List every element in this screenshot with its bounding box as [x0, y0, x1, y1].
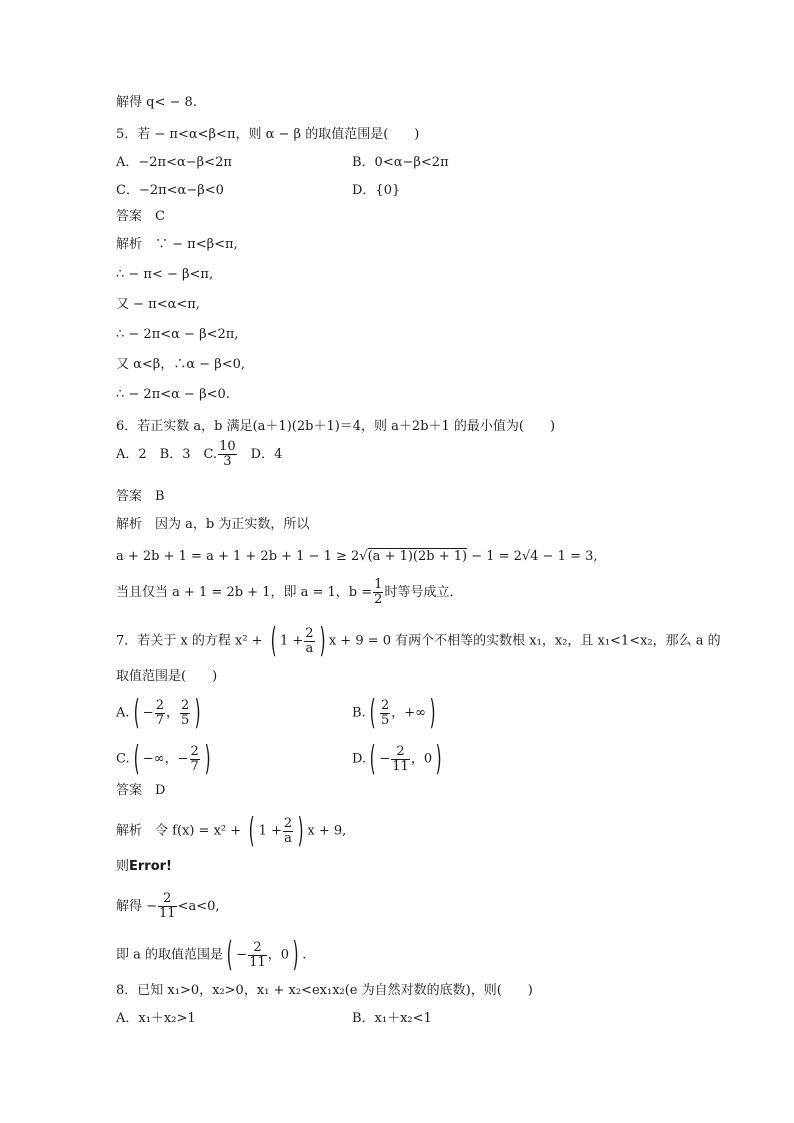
q7-option-b [352, 693, 439, 733]
q6-solution-2-tail: − 1 = 2√4 − 1 = 3, [467, 549, 598, 564]
q6-option-c-fraction [218, 440, 237, 469]
q7-stem [116, 621, 721, 661]
left-paren: ( [226, 935, 233, 975]
q7-solution-4-head: 即 a 的取值范围是 [116, 947, 224, 963]
q8-option-a: A．x₁＋x₂>1 [116, 1011, 196, 1026]
fraction-numerator: 2 [380, 697, 390, 713]
q7-solution-3-tail: <a<0, [177, 899, 220, 914]
right-paren: ) [435, 739, 442, 779]
q6-solution-2 [116, 548, 598, 566]
q8-option-b: B．x₁＋x₂<1 [352, 1011, 432, 1026]
q7-option-d-label: D. [352, 751, 367, 767]
fraction-denominator: 11 [392, 758, 409, 774]
q7-solution-4: 即 a 的取值范围是 ( − $\frac{2}{11}$ ，0 ) . [116, 935, 307, 975]
q6-solution-1: 解析 因为 a，b 为正实数，所以 [116, 517, 310, 532]
q7-option-a: A. ( − $\frac{2}{7}$ ， $\frac{2}{5}$ ) [116, 693, 201, 733]
q7-sol-frac [158, 892, 177, 921]
q5-solution-5: 又 α<β，∴α − β<0, [116, 357, 246, 372]
q7-solution-3-head: 解得 − [116, 899, 158, 914]
q7-answer: 答案 D [116, 783, 166, 798]
q6-solution-3-head: 当且仅当 a + 1 = 2b + 1，即 a = 1，b = [116, 585, 373, 600]
q6-stem: 6．若正实数 a，b 满足(a＋1)(2b＋1)＝4，则 a＋2b＋1 的最小值为( ) [116, 419, 556, 434]
q5-option-d: D．{0} [352, 183, 401, 198]
fraction-numerator: 2 [391, 745, 410, 760]
q7-solution-1-head: 解析 令 f(x) = x² + [116, 823, 242, 839]
q7-sol-one-plus: 1 + [258, 823, 282, 839]
prev-conclusion: 解得 q< − 8. [116, 95, 197, 110]
fraction-denominator: 11 [249, 954, 266, 970]
q7-stem-head: 7．若关于 x 的方程 x² + [116, 633, 263, 649]
fraction-denominator: 7 [190, 758, 199, 774]
fraction-numerator: 2 [283, 815, 293, 831]
fraction-numerator: 2 [181, 697, 190, 713]
left-paren: ( [369, 739, 376, 779]
q7-2-over-a [304, 627, 314, 656]
fraction-numerator: 2 [190, 743, 199, 759]
q7-solution-1-tail: x + 9, [307, 823, 347, 839]
fraction-denominator: a [305, 640, 314, 656]
right-paren: ) [319, 621, 326, 661]
q7-option-a-label: A. [116, 705, 130, 721]
q7-option-c-label: C. [116, 751, 130, 767]
q7-range-frac [248, 941, 267, 970]
fraction-denominator: 5 [380, 712, 390, 728]
right-paren: ) [429, 693, 436, 733]
q7-d-frac [391, 745, 410, 774]
fraction-numerator: 2 [248, 941, 267, 956]
q6-half-fraction [373, 578, 383, 607]
q7-option-b-tail: ，+∞ [391, 705, 426, 721]
q7-solution-4-period: . [302, 947, 307, 963]
q7-b-frac [380, 699, 390, 728]
q6-options [116, 440, 282, 469]
q5-solution-1: 解析 ∵ − π<β<π, [116, 237, 238, 252]
fraction-denominator: 5 [181, 712, 190, 728]
q5-answer: 答案 C [116, 209, 165, 224]
right-paren: ) [297, 811, 304, 851]
q6-options-ab: A．2 B．3 C. [116, 447, 218, 462]
q7-option-b-label: B. [352, 705, 366, 721]
q5-solution-3: 又 − π<α<π, [116, 297, 200, 312]
fraction-numerator: 10 [219, 439, 236, 454]
q7-one-plus: 1 + [279, 633, 304, 649]
q6-radicand: (a + 1)(2b + 1) [367, 549, 468, 564]
left-paren: ( [369, 693, 376, 733]
fraction-denominator: 7 [155, 712, 164, 728]
right-paren: ) [194, 693, 201, 733]
left-paren: ( [133, 693, 140, 733]
q6-solution-2-head: a + 2b + 1 = a + 1 + 2b + 1 − 1 ≥ 2√ [116, 549, 368, 564]
error-text: Error! [129, 859, 172, 874]
q7-stem-tail: x + 9 = 0 有两个不相等的实数根 x₁，x₂，且 x₁<1<x₂，那么 a 的 [328, 633, 721, 649]
left-paren: ( [133, 739, 140, 779]
q7-then-label: 则 [116, 859, 130, 874]
q7-a-frac-2 [180, 699, 190, 728]
q6-solution-3-tail: 时等号成立． [384, 585, 463, 600]
q7-range-tail: ，0 [267, 947, 290, 963]
fraction-denominator: 2 [374, 592, 383, 607]
left-paren: ( [248, 811, 255, 851]
q5-solution-6: ∴ − 2π<α − β<0. [116, 387, 230, 402]
q7-option-c [116, 739, 214, 779]
q7-solution-2 [116, 858, 172, 876]
q5-option-a: A．−2π<α−β<2π [116, 155, 232, 170]
q7-sol-2-over-a [283, 817, 293, 846]
q7-c-frac [190, 745, 200, 774]
q6-solution-3 [116, 578, 462, 607]
q6-option-d: D．4 [250, 447, 283, 462]
fraction-numerator: 2 [155, 697, 164, 713]
q7-a-frac-1 [155, 699, 165, 728]
q7-option-c-head: −∞，− [142, 751, 189, 767]
right-paren: ) [204, 739, 211, 779]
q8-stem: 8．已知 x₁>0，x₂>0，x₁ + x₂<ex₁x₂(e 为自然对数的底数)，则( ) [116, 983, 533, 998]
fraction-denominator: 11 [159, 906, 176, 921]
q5-option-c: C．−2π<α−β<0 [116, 183, 224, 198]
q5-option-b: B．0<α−β<2π [352, 155, 449, 170]
right-paren: ) [292, 935, 299, 975]
q6-answer: 答案 B [116, 489, 165, 504]
fraction-denominator: 3 [223, 454, 232, 469]
fraction-numerator: 2 [158, 892, 177, 907]
q7-option-d-tail: ，0 [410, 751, 433, 767]
q7-option-d: D. ( − $\frac{2}{11}$ ，0 ) [352, 739, 442, 779]
q5-stem: 5．若 − π<α<β<π，则 α − β 的取值范围是( ) [116, 127, 420, 142]
left-paren: ( [270, 621, 277, 661]
q5-solution-2: ∴ − π< − β<π, [116, 267, 214, 282]
fraction-numerator: 2 [305, 625, 314, 641]
q7-solution-3 [116, 892, 220, 921]
q5-solution-4: ∴ − 2π<α − β<2π, [116, 327, 239, 342]
fraction-denominator: a [284, 830, 292, 846]
q7-stem-2: 取值范围是( ) [116, 669, 218, 684]
q7-solution-1 [116, 811, 347, 851]
fraction-numerator: 1 [374, 577, 383, 592]
